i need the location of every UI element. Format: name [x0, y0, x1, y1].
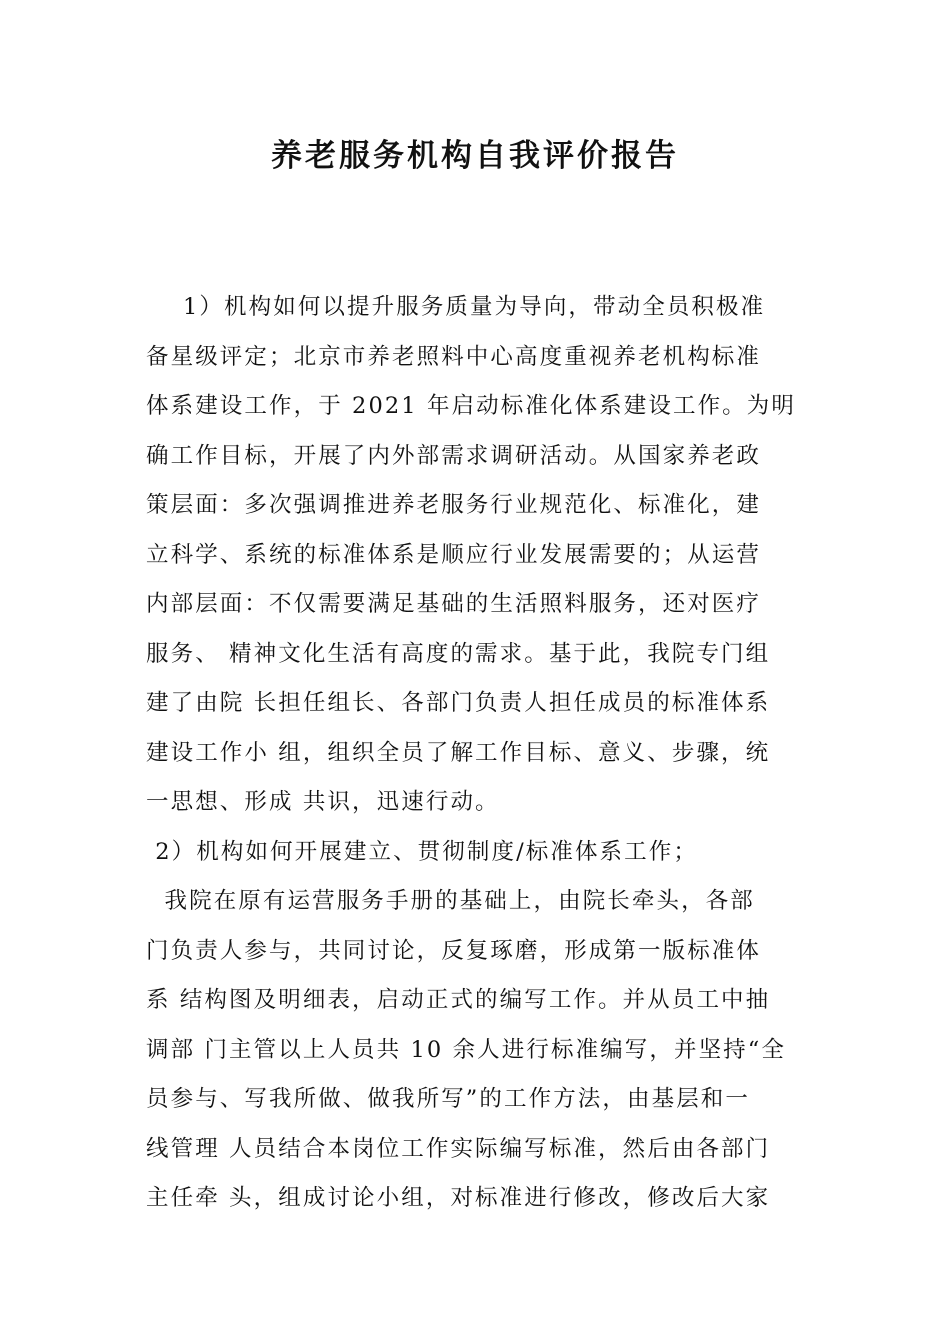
body-line: 我院在原有运营服务手册的基础上，由院长牵头，各部 — [146, 888, 755, 914]
body-line: 体系建设工作，于 2021 年启动标准化体系建设工作。为明 — [146, 393, 796, 419]
body-line: 确工作目标，开展了内外部需求调研活动。从国家养老政 — [146, 442, 762, 469]
body-line: 2）机构如何开展建立、贯彻制度/标准体系工作； — [146, 838, 698, 865]
body-line: 门负责人参与，共同讨论，反复琢磨，形成第一版标准体 — [146, 937, 762, 964]
body-line: 建了由院 长担任组长、各部门负责人担任成员的标准体系 — [146, 690, 771, 716]
body-line: 策层面：多次强调推进养老服务行业规范化、标准化，建 — [146, 492, 762, 518]
document-title: 养老服务机构自我评价报告 — [271, 138, 679, 174]
body-line: 内部层面：不仅需要满足基础的生活照料服务，还对医疗 — [146, 591, 762, 617]
body-line: 立科学、系统的标准体系是顺应行业发展需要的；从运营 — [146, 541, 762, 568]
body-line: 建设工作小 组，组织全员了解工作目标、意义、步骤，统 — [146, 739, 771, 766]
body-line: 系 结构图及明细表，启动正式的编写工作。并从员工中抽 — [146, 987, 771, 1013]
body-line: 调部 门主管以上人员共 10 余人进行标准编写，并坚持“全 — [146, 1036, 786, 1063]
document-body — [146, 283, 816, 1224]
body-line: 线管理 人员结合本岗位工作实际编写标准，然后由各部门 — [146, 1135, 771, 1162]
body-line: 主任牵 头，组成讨论小组，对标准进行修改，修改后大家 — [146, 1185, 771, 1211]
body-line: 一思想、形成 共识，迅速行动。 — [146, 789, 500, 815]
body-line: 备星级评定；北京市养老照料中心高度重视养老机构标准 — [146, 343, 762, 370]
body-line: 员参与、写我所做、做我所写”的工作方法，由基层和一 — [146, 1086, 751, 1112]
body-line: 1）机构如何以提升服务质量为导向，带动全员积极准 — [146, 294, 766, 320]
body-line: 服务、 精神文化生活有高度的需求。基于此，我院专门组 — [146, 640, 771, 667]
